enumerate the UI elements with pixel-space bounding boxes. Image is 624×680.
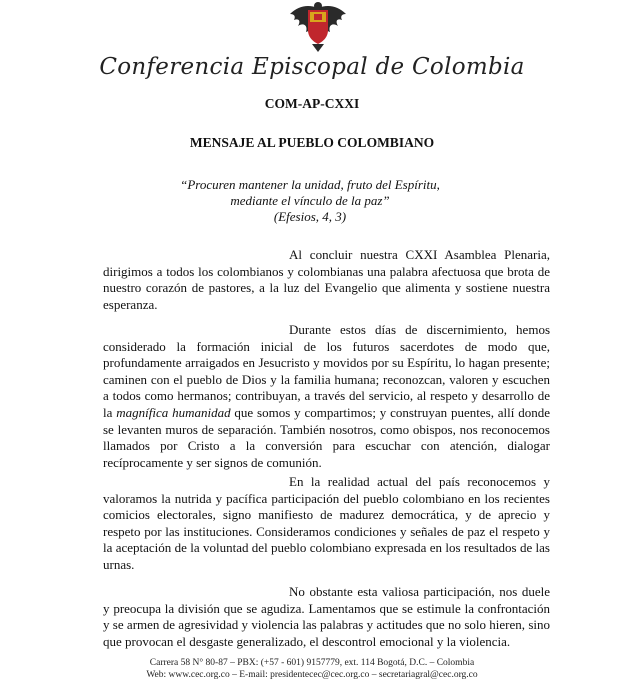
paragraph-2-part-a: Durante estos días de discernimiento, hemos considerado la formación inicial de los futuros sacerdotes de modo que, profundamente arraigados en Jesucristo y movidos por su Espíritu, lo hagan presente; caminen con el pueblo de Dios y la familia humana; reconozcan, valoren y escuchen a todos como hermanos; contribuyan, a través del servicio, al respeto y desarrollo de la bbox=[103, 322, 550, 420]
document-code: COM-AP-CXXI bbox=[264, 96, 360, 111]
epigraph-line-2: mediante el vínculo de la paz” bbox=[230, 193, 390, 208]
epigraph-line-1: “Procuren mantener la unidad, fruto del Espíritu, bbox=[180, 177, 440, 192]
paragraph-4: No obstante esta valiosa participación, nos duele y preocupa la división que se agudiza. Lamentamos que se estimule la confrontación y se armen de agresividad y violencia las palabras y actitudes que no solo hieren, sino que provocan el desgaste generalizado, el descontrol emocional y la violencia. bbox=[103, 584, 550, 649]
paragraph-1: Al concluir nuestra CXXI Asamblea Plenaria, dirigimos a todos los colombianos y colombianas una palabra afectuosa que brota de nuestro corazón de pastores, a la luz del Evangelio que alimenta y sostiene nuestra esperanza. bbox=[103, 247, 550, 312]
paragraph-2-part-b: que somos y compartimos; y construyan puentes, allí donde se levanten muros de separación. También nosotros, como obispos, nos reconocemos llamados por Cristo a la conversión para escuchar con atención, dialogar recíprocamente y ser signos de comunión. bbox=[103, 404, 551, 470]
paragraph-2-emphasis: magnífica humanidad bbox=[116, 404, 231, 420]
epigraph-citation: (Efesios, 4, 3) bbox=[273, 209, 347, 224]
footer-address: Carrera 58 N° 80-87 – PBX: (+57 - 601) 9157779, ext. 114 Bogotá, D.C. – Colombia bbox=[149, 658, 475, 668]
organization-name: Conferencia Episcopal de Colombia bbox=[99, 54, 525, 80]
episcopal-coat-of-arms-icon bbox=[286, 0, 350, 52]
footer-contact: Web: www.cec.org.co – E-mail: presidentecec@cec.org.co – secretariagral@cec.org.co bbox=[146, 670, 478, 680]
paragraph-2 bbox=[103, 322, 550, 471]
document-title: MENSAJE AL PUEBLO COLOMBIANO bbox=[189, 135, 435, 150]
crest-tail bbox=[312, 44, 324, 52]
paragraph-3: En la realidad actual del país reconocemos y valoramos la nutrida y pacífica participación del pueblo colombiano en los recientes comicios electorales, signo manifiesto de madurez democrática, y de aprecio y respeto por las instituciones. Consideramos condiciones y señales de paz el respeto y la aceptación de la voluntad del pueblo colombiano expresada en los resultados de las urnas. bbox=[103, 474, 550, 572]
